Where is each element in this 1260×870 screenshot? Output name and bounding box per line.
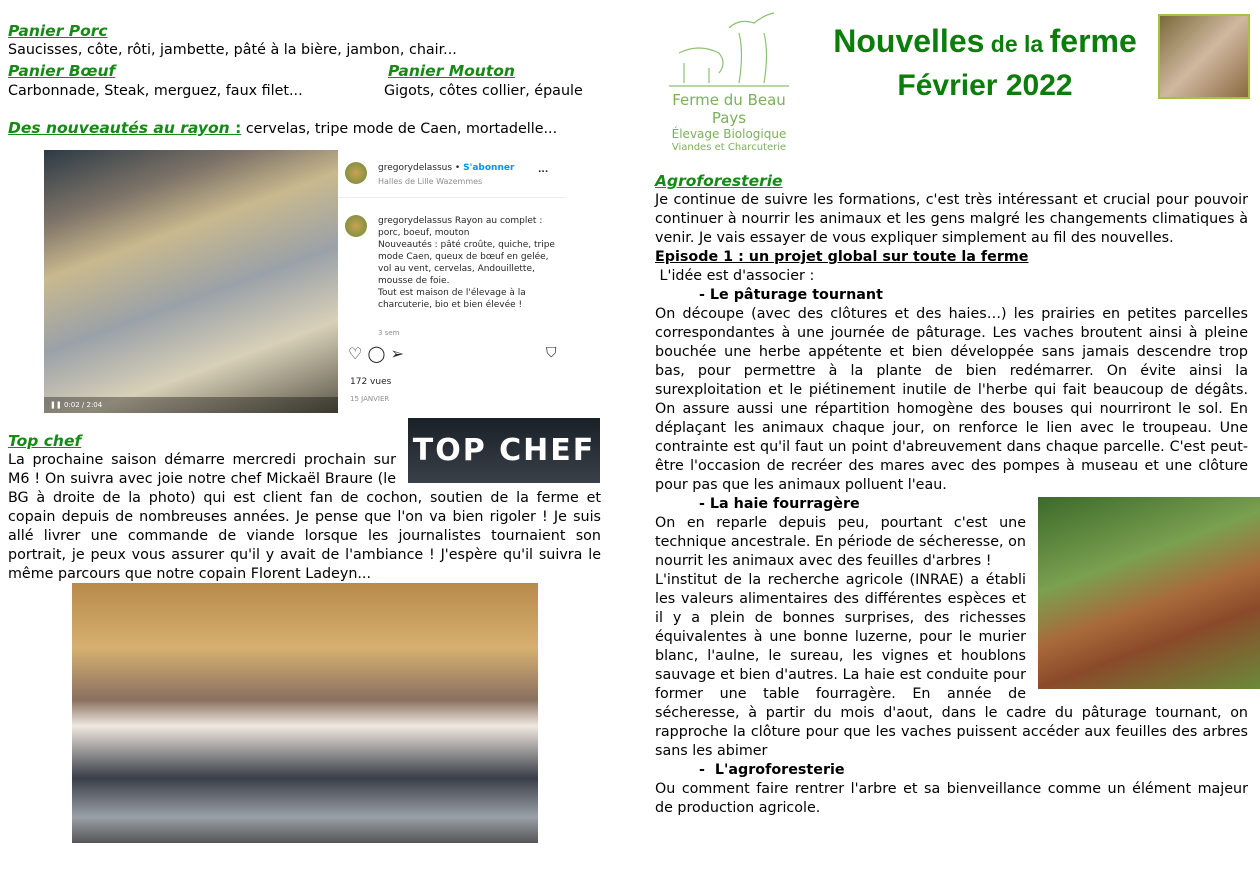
follow-button[interactable]: S'abonner — [463, 163, 515, 173]
comment-icon[interactable]: ◯ — [367, 344, 386, 363]
panier-porc-text: Saucisses, côte, rôti, jambette, pâté à la bière, jambon, chair... — [8, 42, 457, 58]
caption-text-3: Tout est maison de l'élevage à la charcuterie, bio et bien élevée ! — [378, 288, 526, 310]
top-chef-title: Top chef — [8, 432, 82, 450]
cow-drawing-icon — [669, 8, 789, 88]
idee-text: L'idée est d'associer : — [655, 268, 815, 284]
post-header — [378, 162, 514, 174]
nouveautes-line — [8, 119, 557, 139]
charcuterie-video[interactable] — [44, 150, 338, 413]
nouveautes-text: cervelas, tripe mode de Caen, mortadelle... — [241, 121, 558, 137]
panier-boeuf-title: Panier Bœuf — [8, 62, 116, 80]
episode-title: Episode 1 : un projet global sur toute la ferme — [655, 249, 1029, 265]
intro-text: Je continue de suivre les formations, c'est très intéressant et crucial pour pouvoir continuer à nourrir les animaux et les gens malgré les changements climatiques à venir. Je vais essayer de vous expliquer simplement au fil des nouvelles. — [655, 192, 1248, 246]
username[interactable]: gregorydelassus — [378, 163, 453, 173]
post-date: 15 JANVIER — [350, 395, 390, 403]
title-ferme: ferme — [1049, 23, 1137, 59]
caption-text: Rayon au complet : porc, boeuf, mouton — [378, 216, 543, 238]
panier-mouton-title: Panier Mouton — [388, 62, 515, 80]
chefs-photo — [72, 583, 538, 843]
agroforesterie-text: Ou comment faire rentrer l'arbre et sa bienveillance comme un élément majeur de production agricole. — [655, 781, 1248, 816]
title-date: Février 2022 — [897, 69, 1073, 102]
caption — [378, 215, 560, 311]
more-options-icon[interactable]: ... — [538, 165, 549, 175]
video-controls[interactable] — [44, 397, 338, 413]
nouveautes-colon: : — [235, 119, 242, 137]
inrae-text: L'institut de la recherche agricole (INRAE) a établi les valeurs alimentaires des différentes espèces et il y a plein de bonnes surprises, des richesses équivalentes à une bonne luzerne, pour le murier blanc, l'aulne, le sureau, les vignes et houblons sauvage et bien d'autres. La haie est conduite pour former une table fourragère. En année de sécheresse, à partir du mois d'aout, dans le cadre du pâturage tournant, on rapproche la clôture pour que les vaches puissent accéder aux feuilles des arbres sans les abimer — [655, 572, 1248, 759]
dot: • — [454, 163, 461, 173]
subtitle-agroforesterie: - L'agroforesterie — [699, 762, 845, 778]
caption-username[interactable]: gregorydelassus — [378, 216, 453, 226]
post-age: 3 sem — [378, 329, 400, 337]
logo-name: Ferme du Beau Pays — [672, 91, 786, 127]
pigs-photo — [1158, 14, 1250, 99]
top-chef-section — [8, 432, 601, 584]
caption-avatar[interactable] — [345, 215, 367, 237]
panier-boeuf-text: Carbonnade, Steak, merguez, faux filet... — [8, 83, 303, 99]
caption-text-2: Nouveautés : pâté croûte, quiche, tripe mode Caen, queux de bœuf en gelée, vol au vent, cervelas, Andouillette, mousse de foie. — [378, 240, 555, 286]
paturage-text: On découpe (avec des clôtures et des haies…) les prairies en petites parcelles correspondantes à une journée de pâturage. Les vaches broutent ainsi à pleine bouchée une herbe appétente et bien développée sans jamais descendre trop bas, pour permettre à la plante de bien redémarrer. On évite ainsi la surexploitation et le piétinement inutile de l'herbe qui fait beaucoup de dégâts. On assure aussi une répartition homogène des bouses qui nourriront le sol. En déplaçant les animaux chaque jour, on renforce le lien avec le troupeau. Une contrainte est qu'il faut un point d'abreuvement dans chaque parcelle. C'est peut-être l'occasion de recréer des mares avec des pompes à museau et une clôture pour pas que les animaux polluent l'eau. — [655, 306, 1248, 493]
haie-text: On en reparle depuis peu, pourtant c'est une technique ancestrale. En période de sécheresse, on nourrit les animaux avec des feuilles d'arbres ! — [655, 515, 1026, 569]
logo-subtitle-2: Viandes et Charcuterie — [671, 142, 787, 153]
panier-porc-title: Panier Porc — [8, 22, 108, 40]
left-column — [8, 22, 608, 60]
share-icon[interactable]: ➢ — [390, 344, 404, 363]
top-chef-text: La prochaine saison démarre mercredi prochain sur M6 ! On suivra avec joie notre chef Mickaël Braure (le BG à droite de la photo) qui est client fan de cochon, soutien de la ferme et copain depuis de nombreuses années. Je pense que l'on va bien rigoler ! Je suis allé livrer une commande de viande lorsque les journalistes tournaient son portrait, je peux vous assurer qu'il y avait de l'ambiance ! J'espère qu'il suivra le même parcours que notre copain Florent Ladeyn... — [8, 452, 601, 582]
subtitle-paturage: - Le pâturage tournant — [699, 287, 883, 303]
right-column — [655, 172, 1248, 818]
avatar[interactable] — [345, 162, 367, 184]
panier-mouton-text: Gigots, côtes collier, épaule — [384, 83, 583, 99]
title-de-la: de la — [984, 31, 1050, 57]
pause-icon[interactable]: ❚❚ — [50, 401, 62, 409]
page-title — [800, 22, 1170, 105]
bookmark-icon[interactable]: ⛉ — [546, 345, 557, 361]
nouveautes-title: Des nouveautés au rayon — [8, 119, 236, 137]
top-chef-logo: TOP CHEF — [408, 418, 600, 483]
heart-icon[interactable]: ♡ — [348, 344, 363, 363]
location[interactable]: Halles de Lille Wazemmes — [378, 177, 483, 186]
agroforesterie-title: Agroforesterie — [655, 172, 783, 190]
subtitle-haie: - La haie fourragère — [699, 496, 860, 512]
action-bar — [348, 346, 404, 362]
farm-logo — [664, 8, 794, 153]
logo-subtitle-1: Élevage Biologique — [671, 127, 787, 141]
title-nouvelles: Nouvelles — [833, 23, 985, 59]
divider — [338, 197, 565, 198]
instagram-post — [338, 150, 565, 410]
video-time: 0:02 / 2:04 — [63, 401, 103, 409]
views: 172 vues — [350, 377, 392, 387]
cows-photo — [1038, 497, 1260, 689]
